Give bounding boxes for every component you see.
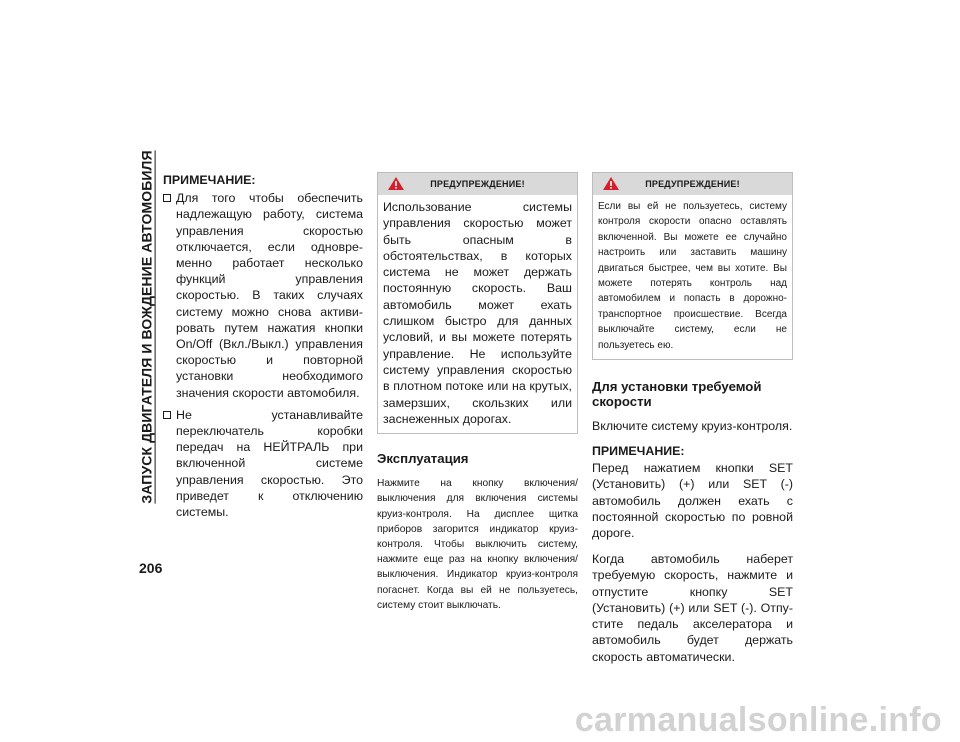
warning-title: ПРЕДУПРЕЖДЕНИЕ! xyxy=(430,178,525,189)
set-speed-paragraph: Когда автомобиль наберет требуемую скорость, нажмите и отпустите кнопку SET (Установить) (+) или SET (-). Отпустите педаль акселератора и автомобиль будет держать скорость автоматически. xyxy=(592,552,793,664)
note-bullet-text: Для того чтобы обеспечить надлежащую работу, система управления скоростью отключается, если одновременно работает несколько функций управления скоростью. В таких случаях систему можно снова активировать путем нажатия кнопки On/Off (Вкл./Выкл.) управления скоростью и повторной установки необходимого значения скорости автомобиля. xyxy=(176,191,363,400)
note-heading: ПРИМЕЧАНИЕ: xyxy=(592,444,685,459)
warning-header xyxy=(378,173,577,195)
section-title-set-speed: Для установки требуемой скорости xyxy=(592,379,762,410)
warning-text: Использование системы управления скоростью может быть опасным в обстоятельствах, в которых система не может держать постоянную скорость. Ваш автомобиль может ехать слишком быстро для данных условий, и вы можете потерять управление. Не используйте систему управления скоростью в плотном потоке или на крутых, замерзших, скользких или заснеженных дорогах. xyxy=(383,200,572,426)
checkbox-bullet-icon xyxy=(163,411,171,419)
warning-box xyxy=(377,172,578,434)
watermark: carmanualsonline.info xyxy=(574,701,942,739)
note-bullet-text: Не устанавливайте переключатель коробки передач на НЕЙТРАЛЬ при включенной системе управления скоростью. Это приведет к отключению системы. xyxy=(176,407,363,520)
side-tab-label: ЗАПУСК ДВИГАТЕЛЯ И ВОЖДЕНИЕ АВТОМОБИЛЯ xyxy=(139,150,155,504)
section-side-tab xyxy=(136,150,158,504)
warning-triangle-icon xyxy=(387,176,405,191)
warning-text: Если вы ей не пользуетесь, систему контроля скорости опасно оставлять включенной. Вы можете ее случайно настроить или заставить машину двигаться быстрее, чем вы хотите. Вы можете потерять контроль над автомобилем и попасть в дорожно-транспортное происшествие. Всегда выключайте систему, если не пользуетесь ею. xyxy=(598,201,787,351)
note-bullet-2 xyxy=(163,407,363,520)
column-2 xyxy=(377,172,578,613)
warning-title: ПРЕДУПРЕЖДЕНИЕ! xyxy=(645,178,740,189)
column-3 xyxy=(592,172,793,675)
intro-paragraph: Включите систему круиз-контроля. xyxy=(592,419,793,434)
note-bullet-1 xyxy=(163,190,363,401)
column-1 xyxy=(163,172,363,526)
page-number: 206 xyxy=(139,560,163,576)
note-paragraph: Перед нажатием кнопки SET (Установить) (+) или SET (-) автомобиль должен ехать с постоянной скоростью по ровной дороге. xyxy=(592,461,793,541)
section-title-operation: Эксплуатация xyxy=(377,451,469,467)
warning-box xyxy=(592,172,793,360)
warning-triangle-icon xyxy=(602,176,620,191)
checkbox-bullet-icon xyxy=(163,194,171,202)
operation-paragraph: Нажмите на кнопку включения/выключения для включения системы круиз-контроля. На дисплее щитка приборов загорится индикатор круиз-контроля. Чтобы выключить систему, нажмите еще раз на кнопку включения/выключения. Индикатор круиз-контроля погаснет. Когда вы ей не пользуетесь, систему стоит выключать. xyxy=(377,478,578,611)
warning-header xyxy=(593,173,792,195)
note-heading: ПРИМЕЧАНИЕ: xyxy=(163,173,256,187)
